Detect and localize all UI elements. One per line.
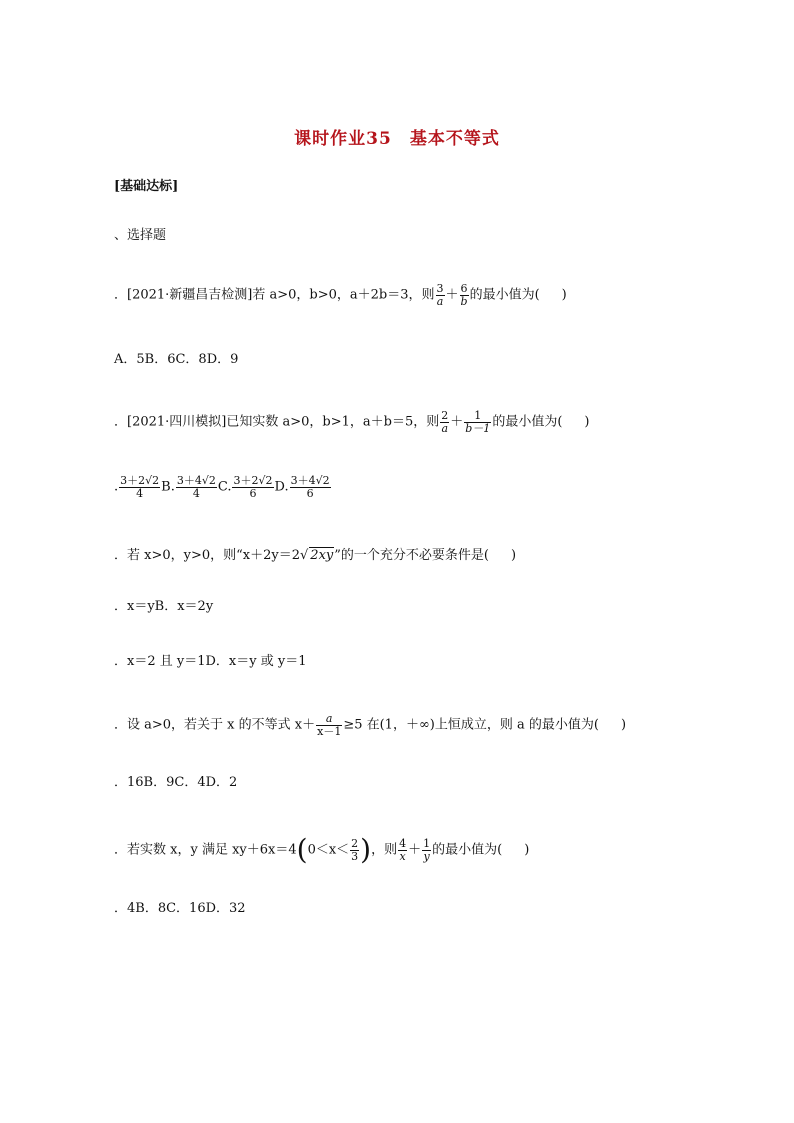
- part-heading: 、选择题: [114, 228, 167, 243]
- page-title: 课时作业35 基本不等式: [294, 129, 500, 149]
- q3-options-1: ．x＝yB．x＝2y: [114, 599, 214, 614]
- q1-fraction-1: $\frac{3}{a}$: [436, 282, 444, 308]
- question-3: ．若 x>0，y>0，则“x＋2y＝2√ 2xy”的一个充分不必要条件是( ): [114, 546, 516, 566]
- section-heading: [基础达标]: [114, 179, 179, 194]
- q2-option-c: $\frac{3+2√2}{6}$: [233, 474, 273, 500]
- q5-fraction-1: $\frac{4}{x}$: [399, 836, 407, 863]
- q5-cond-fraction: $\frac{2}{3}$: [351, 836, 359, 863]
- q2-option-d: $\frac{3+4√2}{6}$: [290, 474, 330, 500]
- q2-fraction-2: $\frac{1}{b-1}$: [465, 409, 491, 435]
- q1-lead: ．[2021·新疆昌吉检测]若: [114, 287, 270, 303]
- q5-fraction-2: $\frac{1}{y}$: [423, 836, 431, 863]
- q1-tail: 的最小值为(: [469, 287, 540, 303]
- q5-tail: 的最小值为(: [432, 842, 503, 858]
- q5-options: ．4B．8C．16D．32: [114, 901, 246, 916]
- q3-sqrt: √ 2xy: [300, 548, 334, 563]
- q5-cond: 0＜x＜: [307, 842, 350, 858]
- q5-text: ．若实数 x，y 满足 xy＋6x＝4: [114, 842, 297, 858]
- q2-option-b: $\frac{3+4√2}{4}$: [176, 474, 216, 500]
- question-1: ．[2021·新疆昌吉检测]若 a>0，b>0，a＋2b＝3，则 $\frac{3}{a}$ ＋ $\frac{6}{b}$ 的最小值为( ): [114, 282, 567, 308]
- q4-options: ．16B．9C．4D．2: [114, 775, 238, 790]
- q1-fraction-2: $\frac{6}{b}$: [460, 282, 468, 308]
- q2-option-a: $\frac{3+2√2}{4}$: [120, 474, 160, 500]
- q2-options: . $\frac{3+2√2}{4}$ B. $\frac{3+4√2}{4}$ C. $\frac{3+2√2}{6}$ D. $\frac{3+4√2}{6}$: [114, 474, 330, 500]
- q4-tail: ≥5 在(1，＋∞)上恒成立，则 a 的最小值为(: [343, 717, 599, 733]
- q2-tail: 的最小值为(: [492, 414, 563, 430]
- q3-options-2: ．x＝2 且 y＝1D．x＝y 或 y＝1: [114, 654, 307, 669]
- question-4: ．设 a>0，若关于 x 的不等式 x＋ $\frac{a}{x-1}$ ≥5 在(1，＋∞)上恒成立，则 a 的最小值为( ): [114, 712, 627, 738]
- q2-fraction-1: $\frac{2}{a}$: [441, 409, 449, 435]
- q1-options: A．5B．6C．8D．9: [114, 352, 239, 367]
- question-2: ．[2021·四川模拟]已知实数 a>0，b>1，a＋b＝5，则 $\frac{2}{a}$ ＋ $\frac{1}{b-1}$ 的最小值为( ): [114, 409, 590, 435]
- q3-tail: ”的一个充分不必要条件是(: [334, 548, 489, 563]
- q1-cond: a>0，b>0，a＋2b＝3，则: [269, 287, 435, 303]
- q2-cond: a>0，b>1，a＋b＝5，则: [282, 414, 440, 430]
- question-5: ．若实数 x，y 满足 xy＋6x＝4(0＜x＜ $\frac{2}{3}$ )，则 $\frac{4}{x}$ ＋ $\frac{1}{y}$ 的最小值为( ): [114, 833, 530, 866]
- q4-fraction: $\frac{a}{x-1}$: [317, 712, 342, 738]
- q2-lead: ．[2021·四川模拟]已知实数: [114, 414, 283, 430]
- q3-text: ．若 x>0，y>0，则“x＋2y＝2: [114, 548, 300, 563]
- q4-text: ．设 a>0，若关于 x 的不等式 x＋: [114, 717, 316, 733]
